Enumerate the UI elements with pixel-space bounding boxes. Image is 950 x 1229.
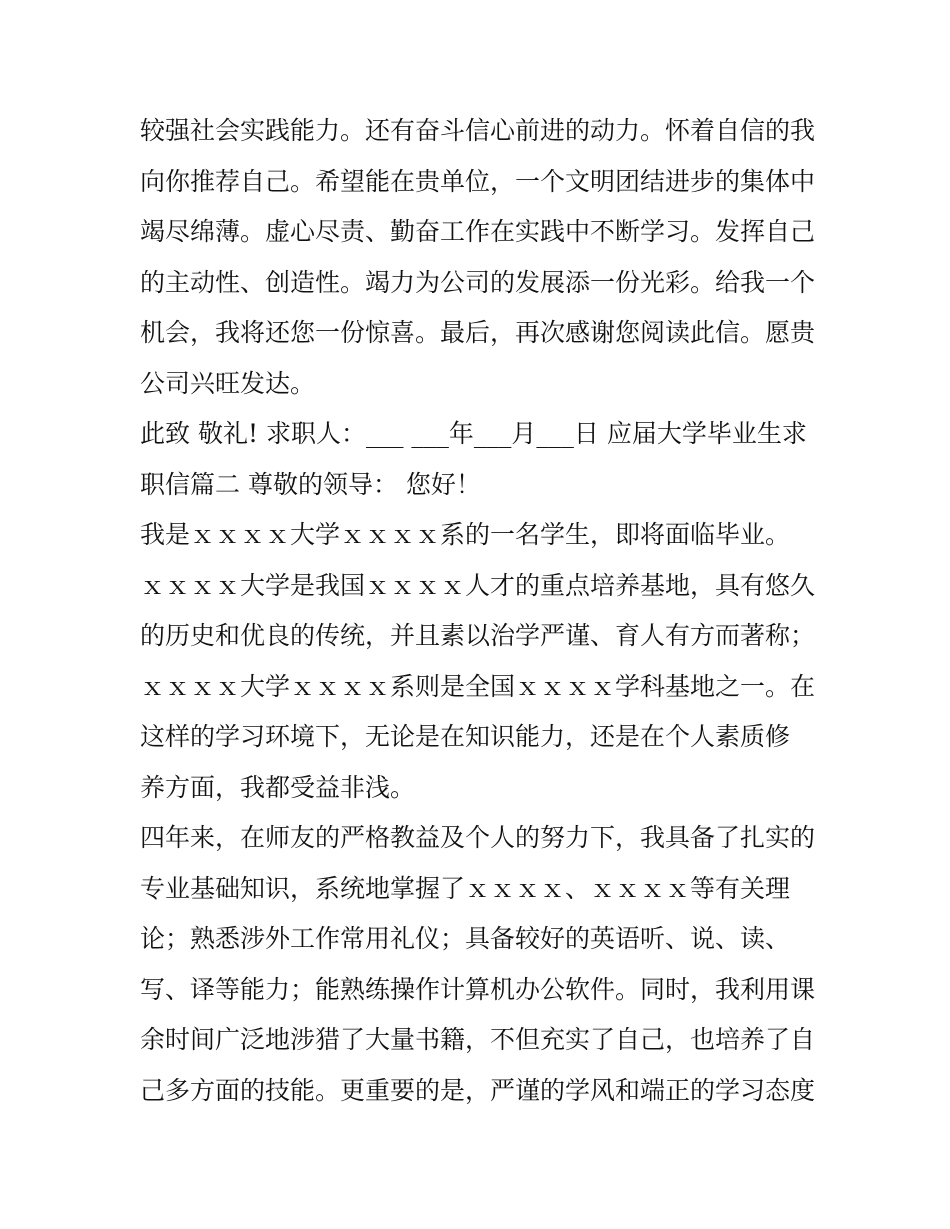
- text-line: 四年来，在师友的严格教益及个人的努力下，我具备了扎实的: [140, 823, 816, 852]
- text-line: 的主动性、创造性。竭力为公司的发展添一份光彩。给我一个: [140, 267, 816, 297]
- text-line: 专业基础知识，系统地掌握了ｘｘｘｘ、ｘｘｘｘ等有关理: [140, 873, 791, 903]
- text-line: 竭尽绵薄。虚心尽责、勤奋工作在实践中不断学习。发挥自己: [140, 217, 816, 246]
- text-line: 养方面，我都受益非浅。: [140, 772, 416, 802]
- text-line: 写、译等能力；能熟练操作计算机办公软件。同时，我利用课: [140, 974, 816, 1004]
- text-line: ｘｘｘｘ大学ｘｘｘｘ系则是全国ｘｘｘｘ学科基地之一。在: [140, 671, 816, 701]
- letter-body: [140, 106, 820, 1116]
- text-line: 余时间广泛地涉猎了大量书籍，不但充实了自己，也培养了自: [140, 1025, 816, 1054]
- text-line: 向你推荐自己。希望能在贵单位，一个文明团结进步的集体中: [140, 166, 816, 196]
- text-line: 论；熟悉涉外工作常用礼仪；具备较好的英语听、说、读、: [140, 924, 791, 953]
- text-line: 这样的学习环境下，无论是在知识能力，还是在个人素质修: [140, 722, 791, 751]
- text-line: 的历史和优良的传统，并且素以治学严谨、育人有方而著称；: [140, 621, 816, 650]
- text-line: 职信篇二 尊敬的领导： 您好！: [140, 469, 481, 499]
- text-line: 己多方面的技能。更重要的是，严谨的学风和端正的学习态度: [140, 1075, 816, 1105]
- text-line: 公司兴旺发达。: [140, 368, 316, 398]
- text-line: 我是ｘｘｘｘ大学ｘｘｘｘ系的一名学生，即将面临毕业。: [140, 520, 791, 549]
- text-line: 较强社会实践能力。还有奋斗信心前进的动力。怀着自信的我: [140, 116, 816, 145]
- text-line: ｘｘｘｘ大学是我国ｘｘｘｘ人才的重点培养基地，具有悠久: [140, 570, 816, 600]
- text-line: 机会，我将还您一份惊喜。最后，再次感谢您阅读此信。愿贵: [140, 318, 816, 347]
- text-line: 此致 敬礼! 求职人：___ ___年___月___日 应届大学毕业生求: [140, 419, 807, 448]
